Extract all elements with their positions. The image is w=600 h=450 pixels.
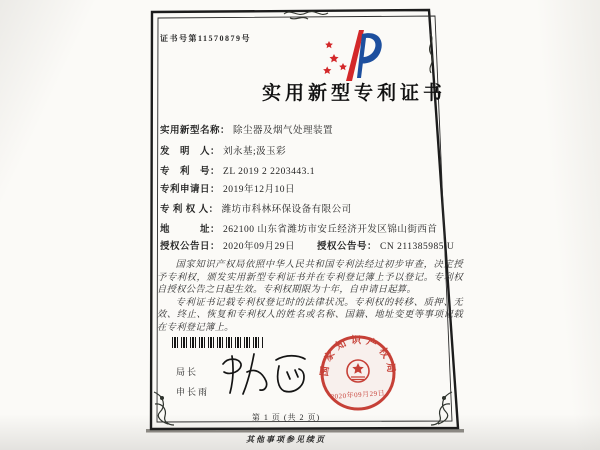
seal-date: 2020年09月29日	[330, 389, 386, 401]
grant-number-label: 授权公告号：	[317, 242, 378, 252]
grant-date-label: 授权公告日：	[160, 242, 221, 252]
field-value: 刘永基;汲玉彩	[223, 147, 287, 157]
field-label: 专 利 权 人：	[160, 205, 219, 215]
legal-paragraph-2: 专利证书记载专利权登记时的法律状况。专利权的转移、质押、无效、终止、恢复和专利权人的姓名或名称、国籍、地址变更等事项记载在专利登记簿上。	[157, 297, 463, 333]
field-value: 除尘器及烟气处理装置	[233, 126, 334, 136]
field-label: 实用新型名称：	[160, 126, 231, 136]
field-value: 2019年12月10日	[223, 185, 296, 195]
field-value: 潍坊市科林环保设备有限公司	[221, 205, 352, 215]
continuation-note: 其他事项参见续页	[246, 435, 326, 444]
director-name: 申长雨	[176, 387, 210, 397]
field-grant-announcement	[160, 238, 454, 252]
grant-date-value: 2020年09月29日	[223, 242, 296, 252]
page-number: 第 1 页 (共 2 页)	[251, 413, 321, 422]
field-address	[160, 221, 437, 235]
red-star-icon	[323, 41, 347, 74]
signer-block	[176, 362, 209, 402]
corner-flourish-top	[284, 12, 328, 19]
director-signature	[218, 346, 310, 402]
legal-text	[157, 259, 463, 335]
cnipa-logo	[320, 28, 384, 82]
field-label: 发 明 人：	[160, 147, 221, 157]
legal-paragraph-1: 国家知识产权局依照中华人民共和国专利法经过初步审查，决定授予专利权，颁发实用新型专利证书并在专利登记簿上予以登记。专利权自授权公告之日起生效。专利权期限为十年，自申请日起算。	[157, 260, 463, 296]
seal-ring-text: 国家知识产权局	[319, 335, 397, 378]
director-title-label: 局长	[176, 367, 199, 377]
field-label: 专利申请日：	[160, 185, 221, 195]
official-seal	[318, 333, 398, 413]
field-application-date	[160, 181, 295, 195]
grant-number-value: CN 211385985 U	[380, 242, 455, 252]
certificate-title: 实用新型专利证书	[261, 83, 447, 104]
field-inventor	[160, 143, 286, 157]
field-patent-number	[160, 163, 315, 177]
field-label: 地 址：	[160, 225, 221, 235]
field-value: ZL 2019 2 2203443.1	[223, 167, 316, 177]
field-patentee	[160, 201, 352, 215]
certificate-number: 证书号第11570879号	[160, 34, 252, 43]
field-utility-model-name	[160, 122, 333, 136]
corner-flourish-bottom-right	[431, 392, 452, 425]
field-value: 262100 山东省潍坊市安丘经济开发区锦山街西首	[223, 225, 438, 235]
field-label: 专 利 号：	[160, 167, 221, 177]
